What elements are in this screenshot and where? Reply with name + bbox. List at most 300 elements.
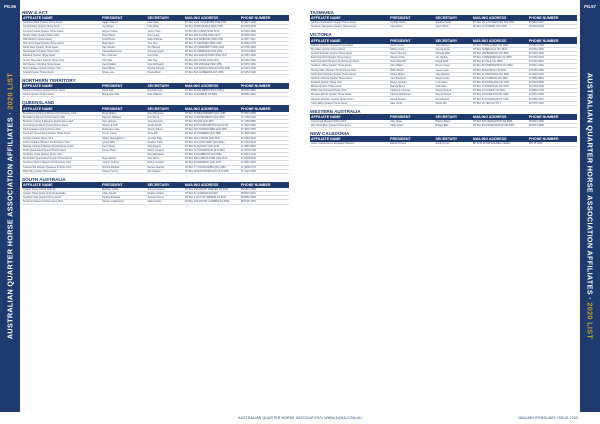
phone-number-cell: 02 6372 1500: [240, 62, 256, 66]
mailing-address-cell: PO Box 22 CLONCURRY QLD 4824: [184, 140, 225, 144]
state-section: [22, 100, 289, 173]
president-cell: David Walker: [102, 62, 117, 66]
president-cell: Catherine Thomas: [390, 89, 411, 93]
phone-number-cell: 687 78 3420: [528, 142, 543, 146]
mailing-address-cell: PO Box 201 WINDSOR NSW 2756: [184, 37, 223, 41]
mailing-address-cell: BP 2120 98 846 NOUMEA CEDEX: [472, 142, 511, 146]
mailing-address-cell: PO Box 223 WAGGA WAGGA NSW 2650: [184, 66, 231, 70]
phone-number-cell: 02 6452 0980: [240, 58, 256, 62]
secretary-cell: Sharon Maud: [435, 120, 451, 124]
president-cell: Peter Wood: [102, 33, 115, 37]
mailing-address-cell: PO Box 90 SHEPPARTON VIC 3630: [472, 64, 513, 68]
president-cell: Belinda Bryce: [390, 85, 406, 89]
affiliate-name-cell: Mackay Cutting & Western Performance Assoc: [23, 144, 74, 148]
mailing-address-cell: PO Box 62 ARMIDALE NSW 2350: [184, 50, 223, 54]
phone-number-cell: 02 6545 3001: [240, 33, 256, 37]
col-phone-number: PHONE NUMBER: [240, 84, 271, 89]
president-cell: Shirley Grant: [390, 47, 405, 51]
affiliate-name-cell: Goulburn Valley Quarter Horse Assoc: [311, 64, 352, 68]
mailing-address-cell: PO Box 9 VICTOR HARBOR SA 5211: [184, 196, 226, 200]
table-row: [310, 25, 577, 29]
phone-number-cell: 03 9763 0120: [528, 85, 544, 89]
affiliate-name-cell: North West Quarter Horse Assoc: [23, 46, 59, 50]
phone-number-cell: 03 5382 0620: [528, 97, 544, 101]
col-president: PRESIDENT: [102, 16, 123, 21]
affiliate-rows: [310, 142, 577, 146]
president-cell: Sharon Cullin: [390, 56, 405, 60]
phone-number-cell: 03 6234 0240: [528, 25, 544, 29]
secretary-cell: Heather Tuffin: [147, 140, 163, 144]
col-phone-number: PHONE NUMBER: [528, 38, 559, 43]
mailing-address-cell: PO Box 61 SALE VIC 3850: [472, 60, 503, 64]
mailing-address-cell: PO Box 91 MAREEBA QLD 4880: [184, 132, 221, 136]
mailing-address-cell: PO Box 44 BAIRNSDALE VIC 3875: [472, 56, 512, 60]
col-phone-number: PHONE NUMBER: [528, 16, 559, 21]
affiliate-name-cell: West Australian Quarter Horse Assoc: [311, 124, 352, 128]
col-president: PRESIDENT: [390, 114, 411, 119]
affiliate-name-cell: Sunshine Coast Quarter Horse Club: [23, 153, 63, 157]
left-page: [22, 10, 289, 410]
affiliate-name-cell: Bundaberg Western Performance Club: [23, 115, 65, 119]
col-president: PRESIDENT: [390, 137, 411, 142]
affiliate-name-cell: Assoc Caledonienne Equitation Western: [311, 142, 355, 146]
phone-number-cell: 07 5495 6000: [240, 157, 256, 161]
mailing-address-cell: PO Box 33 WARWICK QLD 4370: [184, 161, 222, 165]
secretary-cell: Kell Warwick: [435, 97, 450, 101]
col-secretary: SECRETARY: [435, 137, 458, 142]
mailing-address-cell: PO Box 111 LAUNCESTON TAS 7250: [472, 21, 515, 25]
secretary-cell: Jeanine Peters: [147, 196, 164, 200]
mailing-address-cell: PO Box 45 ROCKHAMPTON QLD 4700: [184, 124, 229, 128]
secretary-cell: Carol Harris: [435, 25, 449, 29]
state-title: NEW CALEDONIA: [310, 131, 350, 137]
mailing-address-cell: PO Box 230 MOUNT BARKER SA 5251: [184, 188, 229, 192]
col-mailing-address: MAILING ADDRESS: [184, 182, 219, 187]
right-page-number: PG.57: [584, 4, 596, 9]
president-cell: Deirdre Edwards: [102, 196, 121, 200]
phone-number-cell: 03 5482 0380: [528, 68, 544, 72]
mailing-address-cell: PO Box 41 GAWLER SA 5118: [184, 192, 218, 196]
phone-number-cell: 02 4257 4100: [240, 54, 256, 58]
table-row: [310, 102, 577, 106]
footer-issue: JANUARY/FEBRUARY ISSUE 2020: [517, 416, 578, 420]
right-page: [310, 10, 577, 410]
secretary-cell: Tammy Harris: [147, 128, 163, 132]
phone-number-cell: 08 9921 4260: [528, 120, 544, 124]
secretary-cell: Jane Donnelly: [147, 120, 163, 124]
phone-number-cell: 07 5441 0140: [240, 153, 256, 157]
secretary-cell: Rhonda Hawes: [147, 153, 165, 157]
president-cell: Matthew Noble: [102, 188, 119, 192]
mailing-address-cell: PO Box 512 CANBERRA ACT 2601: [184, 70, 224, 74]
president-cell: Bryan Roche: [102, 157, 117, 161]
col-secretary: SECRETARY: [147, 106, 170, 111]
affiliate-name-cell: Northern Territory Quarter Horse Assoc: [23, 89, 66, 93]
president-cell: Chloe Tonelli: [102, 192, 117, 196]
phone-number-cell: 02 6772 0620: [240, 50, 256, 54]
mailing-address-cell: PO Box 12 ROWVILLE VIC 3178: [472, 85, 509, 89]
col-mailing-address: MAILING ADDRESS: [472, 114, 507, 119]
president-cell: Robin Marsh: [390, 68, 404, 72]
vertical-title-text: AUSTRALIAN QUARTER HORSE ASSOCIATION AFFILIATES ·: [585, 72, 595, 303]
mailing-address-cell: PO Box 51 MACKAY QLD 4740: [184, 144, 220, 148]
secretary-cell: Sharon Ferrari: [435, 89, 452, 93]
affiliate-name-cell: Western District Quarter Horse Assoc: [311, 93, 352, 97]
president-cell: Scott Hinton: [102, 37, 116, 41]
state-section: [310, 32, 577, 105]
mailing-address-cell: PO Box 260 TOOWOOMBA QLD 4350: [184, 128, 227, 132]
president-cell: Sharon Goldsworthy: [102, 200, 125, 204]
phone-number-cell: 03 5952 0730: [528, 89, 544, 93]
secretary-cell: Mel Hughes: [147, 169, 161, 173]
affiliate-name-cell: Mid North Coast Quarter Horse Assoc: [23, 41, 64, 45]
phone-number-cell: 07 4661 0330: [240, 161, 256, 165]
affiliate-name-cell: Northern Tasmanian Quarter Horse Assoc: [311, 21, 357, 25]
phone-number-cell: 03 5523 0550: [528, 80, 544, 84]
mailing-address-cell: PO Box 98 COOMA NSW 2630: [184, 58, 219, 62]
phone-number-cell: 02 4821 1234: [240, 21, 256, 25]
phone-number-cell: 02 6766 1919: [240, 46, 256, 50]
phone-number-cell: 02 4577 2011: [240, 37, 256, 41]
secretary-cell: Maria Castle: [147, 200, 162, 204]
mailing-address-cell: PO Box 426 GERALDTON WA 6530: [472, 120, 513, 124]
right-side-banner: [580, 0, 600, 412]
secretary-cell: Bryant Upton: [435, 64, 450, 68]
phone-number-cell: 08 9574 0800: [528, 124, 544, 128]
president-cell: Shane Ruben: [390, 72, 406, 76]
secretary-cell: Mick Rogers: [147, 144, 162, 148]
president-cell: Jarah Yeung: [390, 43, 404, 47]
secretary-cell: Julie Webster: [435, 72, 451, 76]
affiliate-name-cell: Southern Sea Quarter Horse Assoc: [23, 196, 62, 200]
affiliate-name-cell: Ballarat & District Quarter Horse Assoc: [311, 43, 353, 47]
col-phone-number: PHONE NUMBER: [240, 16, 271, 21]
phone-number-cell: 03 6331 1110: [528, 21, 544, 25]
state-section: [310, 10, 577, 29]
affiliate-name-cell: Yarra Valley Quarter Horse Assoc: [311, 101, 348, 105]
affiliate-name-cell: Far North Coast Quarter Horse Assoc: [23, 29, 64, 33]
secretary-cell: Kim Barnes: [147, 46, 161, 50]
affiliate-name-cell: Northern Victoria Quarter Horse Assoc: [311, 76, 353, 80]
secretary-cell: Glenda Pope: [435, 47, 450, 51]
col-mailing-address: MAILING ADDRESS: [472, 38, 507, 43]
phone-number-cell: 02 6251 5120: [240, 70, 256, 74]
secretary-cell: Sally Hoffman: [147, 37, 163, 41]
col-mailing-address: MAILING ADDRESS: [184, 84, 219, 89]
col-president: PRESIDENT: [102, 84, 123, 89]
col-affiliate-name: AFFILIATE NAME: [23, 84, 53, 89]
state-section: [22, 177, 289, 205]
affiliate-rows: [22, 89, 289, 97]
president-cell: Cynthia Hellier: [390, 21, 406, 25]
president-cell: Karen Thomas: [390, 52, 407, 55]
col-affiliate-name: AFFILIATE NAME: [311, 38, 341, 43]
mailing-address-cell: PO Box 77 TOOWOOMBA QLD 4350: [184, 165, 226, 169]
affiliate-name-cell: Beaudesert Cutting & Western Performance Club: [23, 111, 77, 115]
state-section: [310, 109, 577, 128]
president-cell: Terri Jackson: [102, 120, 117, 124]
affiliate-rows: [22, 112, 289, 174]
affiliate-name-cell: Central Queensland Quarter Horse Assoc: [23, 124, 68, 128]
col-affiliate-name: AFFILIATE NAME: [311, 114, 341, 119]
secretary-cell: Bridget Ellis: [435, 124, 449, 128]
mailing-address-cell: PO Box 300 SCONE NSW 2337: [184, 33, 220, 37]
phone-number-cell: 07 4779 0700: [240, 149, 256, 152]
secretary-cell: Mandi Wolff: [435, 60, 449, 64]
president-cell: Kimberley Laws: [102, 128, 120, 132]
phone-number-cell: 07 4632 2600: [240, 128, 256, 132]
secretary-cell: Evelyn Gustars: [147, 161, 164, 165]
col-secretary: SECRETARY: [147, 16, 170, 21]
mailing-address-cell: PO Box 410 ALBION PARK NSW 2527: [184, 54, 228, 58]
phone-number-cell: 07 4927 0450: [240, 124, 256, 128]
mailing-address-cell: PO Box 19 TAMWORTH NSW 2340: [184, 46, 224, 50]
mailing-address-cell: PO Box 150 BENDIGO VIC 3550: [472, 52, 509, 55]
table-row: [310, 124, 577, 128]
footer-association: AUSTRALIAN QUARTER HORSE ASSOCIATION • WWW.AQHA.COM.AU: [238, 416, 362, 420]
affiliate-name-cell: North East Victorian Quarter Horse Assoc: [311, 72, 356, 76]
president-cell: Wayne Collins: [102, 29, 118, 33]
secretary-cell: Sarah Puyoo: [435, 142, 450, 146]
table-row: [22, 71, 289, 75]
president-cell: Brock Wilson: [102, 111, 117, 115]
mailing-address-cell: PO Box 22 WODONGA VIC 3690: [472, 72, 510, 76]
state-title: WESTERN AUSTRALIA: [310, 108, 361, 114]
phone-number-cell: 02 6024 0220: [528, 72, 544, 76]
col-president: PRESIDENT: [102, 106, 123, 111]
mailing-address-cell: PO Box 73 COWES VIC 3922: [472, 89, 506, 93]
phone-number-cell: 07 4152 0120: [240, 115, 256, 119]
col-affiliate-name: AFFILIATE NAME: [311, 16, 341, 21]
secretary-cell: Jesse Lewis: [435, 68, 449, 72]
mailing-address-cell: PO Box 16 YEA VIC 3717: [472, 101, 501, 105]
president-cell: Tom Hale: [102, 58, 113, 62]
affiliate-name-cell: Phillip Island Quarter Horse Club: [311, 89, 347, 93]
mailing-address-cell: PO Box 88 CASINO NSW 2470: [184, 29, 220, 33]
phone-number-cell: 03 5331 0700: [528, 43, 544, 47]
phone-number-cell: 03 5144 0610: [528, 60, 544, 64]
table-row: [310, 142, 577, 146]
col-president: PRESIDENT: [390, 38, 411, 43]
phone-number-cell: 07 5482 3200: [240, 136, 256, 140]
mailing-address-cell: PO Box 1234 GOULBURN NSW 2580: [184, 21, 227, 25]
president-cell: Ray Garden: [102, 46, 116, 50]
mailing-address-cell: PO Box 600 CABOOLTURE QLD 4510: [184, 157, 228, 161]
phone-number-cell: 08 8522 0410: [240, 192, 256, 196]
state-section: [22, 10, 289, 75]
affiliate-name-cell: Wide Bay Quarter Horse Assoc: [23, 169, 57, 173]
president-cell: Sharon & Seth: [102, 124, 118, 128]
phone-number-cell: 08 8391 2300: [240, 188, 256, 192]
phone-number-cell: 07 5541 0600: [240, 111, 256, 115]
affiliate-name-cell: Gympie Quarter Horse Club: [23, 136, 54, 140]
phone-number-cell: 07 4957 0510: [240, 144, 256, 148]
secretary-cell: Julie Day: [147, 58, 158, 62]
affiliate-name-cell: New England Quarter Horse Club: [23, 50, 60, 54]
affiliate-name-cell: Southern NSW Quarter Horse Assoc: [23, 21, 63, 25]
col-affiliate-name: AFFILIATE NAME: [23, 182, 53, 187]
president-cell: Raelyn Stewart: [390, 80, 407, 84]
president-cell: Shane Hemingbourn: [102, 136, 125, 140]
secretary-cell: Vicki Allen: [435, 85, 447, 89]
secretary-cell: Denise Neehan: [147, 165, 165, 169]
col-mailing-address: MAILING ADDRESS: [472, 137, 507, 142]
col-president: PRESIDENT: [102, 182, 123, 187]
col-phone-number: PHONE NUMBER: [240, 106, 271, 111]
secretary-cell: Rachelle Kyle: [147, 89, 163, 93]
col-secretary: SECRETARY: [435, 114, 458, 119]
phone-number-cell: 02 6921 2230: [240, 66, 256, 70]
vertical-title-year: 2020 LIST: [5, 72, 15, 110]
affiliate-name-cell: Western Victorian Quarter Horse Assoc: [311, 97, 354, 101]
mailing-address-cell: PO Box 14 NAMBOUR QLD 4560: [184, 153, 222, 157]
affiliate-rows: [310, 120, 577, 128]
col-secretary: SECRETARY: [435, 38, 458, 43]
state-title: VICTORIA: [310, 32, 332, 38]
secretary-cell: Michelle Bala: [435, 52, 450, 55]
president-cell: Cassandra Hunter: [102, 50, 122, 54]
affiliate-name-cell: Hunter Valley Quarter Horse Club: [23, 33, 60, 37]
mailing-address-cell: PO Box 88 AYR QLD 4807: [184, 120, 214, 124]
col-mailing-address: MAILING ADDRESS: [472, 16, 507, 21]
secretary-cell: Tina Hart: [147, 41, 158, 45]
president-cell: Kerry Tandy: [102, 144, 116, 148]
phone-number-cell: 03 5852 0810: [528, 76, 544, 80]
president-cell: Shane Lee: [102, 70, 114, 74]
secretary-cell: Kate Miller: [147, 25, 159, 29]
mailing-address-cell: PO Box 24 HOBART TAS 7000: [472, 25, 507, 29]
affiliate-rows: [22, 21, 289, 75]
secretary-cell: John Warren: [435, 43, 450, 47]
col-secretary: SECRETARY: [435, 16, 458, 21]
phone-number-cell: 08 8552 0090: [240, 196, 256, 200]
affiliate-name-cell: Capital Quarter Horse Assoc: [23, 70, 54, 74]
state-section: [22, 78, 289, 97]
secretary-cell: Hanna Reid: [147, 70, 161, 74]
right-vertical-title: [586, 73, 595, 339]
president-cell: Jake Curtis: [390, 101, 403, 105]
state-title: NORTHERN TERRITORY: [22, 78, 76, 84]
state-title: NEW & ACT: [22, 10, 48, 15]
phone-number-cell: 07 4638 0770: [240, 165, 256, 169]
mailing-address-cell: PO Box 38 ECHUCA VIC 3564: [472, 68, 507, 72]
secretary-cell: Anna Mill: [147, 132, 158, 136]
affiliate-rows: [22, 188, 289, 205]
mailing-address-cell: PO Box 18 MARYBOROUGH QLD 4650: [184, 169, 229, 173]
affiliate-name-cell: Southern Tasmanian Quarter Horse Assoc: [311, 25, 357, 29]
mailing-address-cell: PO Box 86 PALMERSTON NT 0831: [184, 89, 224, 93]
president-cell: Terese Ryan: [102, 149, 116, 152]
phone-number-cell: 07 4092 0910: [240, 132, 256, 136]
affiliate-name-cell: Southern Downs Western Performance Club: [23, 161, 72, 165]
affiliate-name-cell: Darwin Quarter Horse Assoc: [23, 93, 54, 97]
col-secretary: SECRETARY: [147, 182, 170, 187]
col-phone-number: PHONE NUMBER: [528, 114, 559, 119]
affiliate-name-cell: Big Valley Quarter Horse Assoc: [311, 47, 345, 51]
affiliate-name-cell: Far North Queensland Quarter Horse Assoc: [23, 132, 71, 136]
left-page-number: PG.56: [4, 4, 16, 9]
affiliate-name-cell: Murray Valley Western Performance Club: [311, 68, 356, 72]
secretary-cell: Jennifer Page: [147, 136, 163, 140]
phone-number-cell: 03 5762 0360: [528, 47, 544, 51]
affiliate-name-cell: Darling Downs Quarter Horse Club: [23, 128, 61, 132]
president-cell: David Burns: [102, 66, 116, 70]
phone-number-cell: 03 5572 0290: [528, 93, 544, 97]
mailing-address-cell: PO Box 12 BUNDABERG QLD 4670: [184, 115, 225, 119]
left-side-banner: [0, 0, 20, 412]
secretary-cell: Lisa Clark: [147, 21, 159, 25]
affiliate-name-cell: Gulf & Outback Western Performance Club: [23, 140, 70, 144]
col-phone-number: PHONE NUMBER: [240, 182, 271, 187]
affiliate-name-cell: Murrumbidgee Quarter Horse Club: [23, 66, 61, 70]
secretary-cell: Wes Nixon: [147, 157, 160, 161]
col-mailing-address: MAILING ADDRESS: [184, 106, 219, 111]
mailing-address-cell: PO Box 36 BENALLA VIC 3672: [472, 47, 507, 51]
affiliate-name-cell: Central Victorian Quarter Horse Assoc: [311, 52, 353, 55]
affiliate-name-cell: South East Queensland Quarter Horse Assoc: [23, 157, 73, 161]
secretary-cell: Rachel Thomas: [147, 66, 165, 70]
secretary-cell: Sonya Cousens: [147, 188, 165, 192]
affiliate-name-cell: Central West Quarter Horse Assoc: [23, 25, 61, 29]
president-cell: Cam Davidson: [390, 76, 407, 80]
col-president: PRESIDENT: [390, 16, 411, 21]
secretary-cell: Wayne Powell: [435, 93, 451, 97]
col-mailing-address: MAILING ADDRESS: [184, 16, 219, 21]
affiliate-name-cell: Quarter Horse Assoc of South Australia: [23, 192, 66, 196]
secretary-cell: Annabel Kettle: [435, 21, 452, 25]
table-row: [22, 93, 289, 97]
mailing-address-cell: PO Box 70 BALLARAT VIC 3350: [472, 43, 509, 47]
president-cell: Rayleen Williams: [102, 115, 121, 119]
phone-number-cell: 08 8725 1050: [240, 200, 256, 204]
president-cell: Ben Coleman: [102, 54, 117, 58]
president-cell: John Walker: [390, 64, 404, 68]
vertical-title-text: AUSTRALIAN QUARTER HORSE ASSOCIATION AFFILIATES ·: [5, 109, 15, 340]
secretary-cell: Amanda Ingate: [147, 50, 165, 54]
col-affiliate-name: AFFILIATE NAME: [311, 137, 341, 142]
president-cell: Trevor Young: [102, 132, 117, 136]
mailing-address-cell: PO Box 10 DARWIN NT 0800: [184, 93, 218, 97]
affiliate-name-cell: Greenough Western Riding Club: [311, 120, 347, 124]
table-row: [22, 170, 289, 174]
secretary-cell: Dawn Ferrier: [435, 76, 450, 80]
secretary-cell: Pam Brent: [147, 115, 159, 119]
president-cell: Tatiana Hunter: [102, 169, 118, 173]
phone-number-cell: 03 5443 1500: [528, 52, 544, 55]
phone-number-cell: 08 8981 1010: [240, 93, 256, 97]
mailing-address-cell: PO Box 81 KYABRAM VIC 3620: [472, 76, 508, 80]
mailing-address-cell: PO Box 45 BATHURST NSW 2795: [184, 25, 223, 29]
president-cell: Marguerite Mull: [102, 93, 119, 97]
secretary-cell: Melissa Jordan: [147, 192, 164, 196]
page-footer: [22, 414, 578, 422]
phone-number-cell: 02 6662 1880: [240, 29, 256, 33]
phone-number-cell: 02 6562 0770: [240, 41, 256, 45]
secretary-cell: Stevie Hill: [435, 101, 447, 105]
secretary-cell: Loris Mann: [435, 80, 448, 84]
secretary-cell: Anne Lane: [147, 33, 160, 37]
phone-number-cell: 03 5821 0900: [528, 64, 544, 68]
president-cell: Sarah Jackson: [102, 21, 119, 25]
president-cell: Lana Fisher: [390, 25, 403, 29]
secretary-cell: Jenny Hope: [147, 29, 161, 33]
mailing-address-cell: PO Box 60 BEAUDESERT QLD 4285: [184, 111, 226, 115]
secretary-cell: Sue Moss: [147, 54, 159, 58]
state-title: QUEENSLAND: [22, 100, 55, 106]
affiliate-name-cell: Southern Western Performance Club: [23, 200, 63, 204]
president-cell: Julie Glass: [390, 120, 403, 124]
affiliate-name-cell: East Gippsland Western Performance Assoc: [311, 60, 360, 64]
